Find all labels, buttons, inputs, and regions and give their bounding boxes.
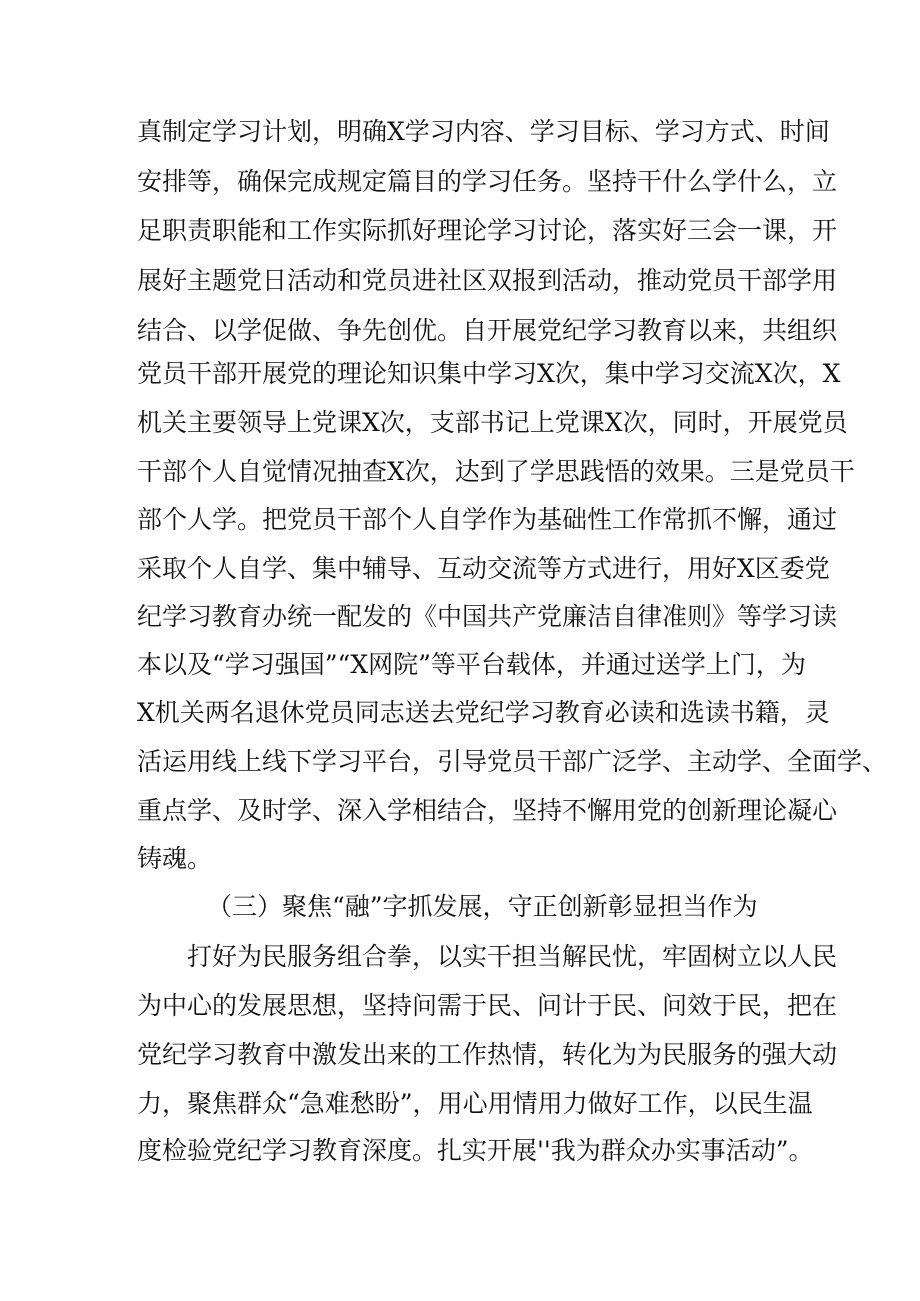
text-line: 度检验党纪学习教育深度。扎实开展''我为群众办实事活动”。 [137, 1136, 814, 1165]
text-line: 足职责职能和工作实际抓好理论学习讨论，落实好三会一课，开 [137, 216, 838, 245]
text-line: 结合、以学促做、争先创优。自开展党纪学习教育以来，共组织 [137, 316, 838, 345]
text-line: 活运用线上线下学习平台，引导党员干部广泛学、主动学、全面学、 [137, 747, 888, 776]
section-heading: （三）聚焦“融”字抓发展，守正创新彰显担当作为 [207, 892, 758, 921]
text-line: 本以及“学习强国”“X网院”等平台载体，并通过送学上门，为 [137, 650, 806, 679]
text-line: 展好主题党日活动和党员进社区双报到活动，推动党员干部学用 [137, 266, 838, 295]
text-line: 机关主要领导上党课X次，支部书记上党课X次，同时，开展党员 [137, 408, 848, 437]
text-line: 党纪学习教育中激发出来的工作热情，转化为为民服务的强大动 [137, 1040, 838, 1069]
text-line: 干部个人自觉情况抽查X次，达到了学思践悟的效果。三是党员干 [137, 457, 855, 486]
text-line: 铸魂。 [137, 844, 213, 873]
text-line: 安排等，确保完成规定篇目的学习任务。坚持干什么学什么，立 [137, 167, 838, 196]
text-line: 党员干部开展党的理论知识集中学习X次，集中学习交流X次，X [137, 359, 841, 388]
text-line: 采取个人自学、集中辅导、互动交流等方式进行，用好X区委党 [137, 554, 830, 583]
text-line: 打好为民服务组合拳，以实干担当解民忧，牢固树立以人民 [187, 942, 838, 971]
text-line: 纪学习教育办统一配发的《中国共产党廉洁自律准则》等学习读 [137, 602, 838, 631]
text-line: 力，聚焦群众“急难愁盼”，用心用情用力做好工作，以民生温 [137, 1089, 813, 1118]
text-line: 部个人学。把党员干部个人自学作为基础性工作常抓不懈，通过 [137, 505, 838, 534]
text-line: 真制定学习计划，明确X学习内容、学习目标、学习方式、时间 [137, 117, 830, 146]
text-line: 为中心的发展思想，坚持问需于民、问计于民、问效于民，把在 [137, 991, 838, 1020]
text-line: 重点学、及时学、深入学相结合，坚持不懈用党的创新理论凝心 [137, 796, 838, 825]
text-line: X机关两名退休党员同志送去党纪学习教育必读和选读书籍，灵 [137, 698, 830, 727]
